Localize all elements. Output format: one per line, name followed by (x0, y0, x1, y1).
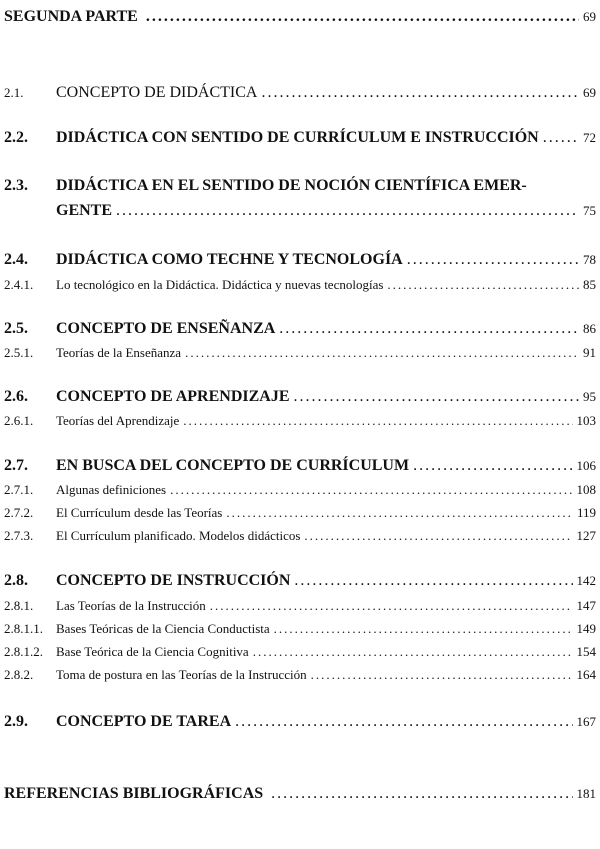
section-number: 2.2. (4, 129, 28, 146)
leader-dots (311, 667, 573, 683)
leader-dots (210, 598, 573, 614)
toc-references-heading (4, 785, 596, 803)
toc-part-heading (4, 8, 596, 26)
section-title: Algunas definiciones (56, 482, 167, 497)
section-title: Teorías de la Enseñanza (56, 345, 182, 360)
section-title: Las Teorías de la Instrucción (56, 598, 206, 613)
page-number: 69 (583, 9, 596, 24)
toc-entry-2-7 (4, 457, 596, 475)
section-number: 2.7.1. (4, 482, 34, 497)
page-number: 106 (576, 458, 596, 473)
section-title: CONCEPTO DE INSTRUCCIÓN (56, 572, 291, 589)
section-title: EN BUSCA DEL CONCEPTO DE CURRÍCULUM (56, 457, 410, 474)
section-number: 2.5.1. (4, 345, 34, 360)
leader-dots (274, 621, 573, 637)
leader-dots (261, 84, 579, 102)
section-number: 2.8.1.2. (4, 644, 43, 659)
section-title: CONCEPTO DE DIDÁCTICA (56, 84, 258, 101)
toc-entry-2-8 (4, 572, 596, 590)
toc-entry-2-8-1 (4, 598, 596, 614)
section-title: DIDÁCTICA COMO TECHNE Y TECNOLOGÍA (56, 251, 403, 268)
page-number: 75 (583, 203, 596, 218)
section-number: 2.4. (4, 251, 28, 268)
leader-dots (271, 785, 572, 803)
page-number: 149 (576, 621, 596, 636)
page-number: 147 (576, 598, 596, 613)
section-title: DIDÁCTICA CON SENTIDO DE CURRÍCULUM E INSTRUCCIÓN (56, 129, 539, 146)
section-number: 2.8.1. (4, 598, 34, 613)
page-number: 108 (576, 482, 596, 497)
section-number: 2.7.3. (4, 528, 34, 543)
section-title: CONCEPTO DE ENSEÑANZA (56, 320, 276, 337)
leader-dots (235, 713, 572, 731)
leader-dots (413, 457, 572, 475)
section-number: 2.8. (4, 572, 28, 589)
leader-dots (387, 277, 579, 293)
section-title: CONCEPTO DE TAREA (56, 713, 232, 730)
section-title: Lo tecnológico en la Didáctica. Didáctica y nuevas tecnologías (56, 277, 384, 292)
toc-entry-2-3-continuation (56, 202, 596, 220)
page-number: 181 (576, 786, 596, 801)
section-title: El Currículum desde las Teorías (56, 505, 223, 520)
section-number: 2.8.2. (4, 667, 34, 682)
page-number: 164 (576, 667, 596, 682)
leader-dots (279, 320, 579, 338)
page-number: 127 (576, 528, 596, 543)
section-title: Toma de postura en las Teorías de la Instrucción (56, 667, 307, 682)
leader-dots (294, 572, 572, 590)
leader-dots (183, 413, 572, 429)
leader-dots (185, 345, 579, 361)
leader-dots (304, 528, 572, 544)
section-title: Base Teórica de la Ciencia Cognitiva (56, 644, 249, 659)
toc-entry-2-6-1 (4, 413, 596, 429)
section-number: 2.9. (4, 713, 28, 730)
section-number: 2.5. (4, 320, 28, 337)
leader-dots (226, 505, 573, 521)
toc-entry-2-7-3 (4, 528, 596, 544)
section-title: Bases Teóricas de la Ciencia Conductista (56, 621, 270, 636)
toc-entry-2-4-1 (4, 277, 596, 293)
section-number: 2.7.2. (4, 505, 34, 520)
toc-entry-2-6 (4, 388, 596, 406)
section-number: 2.8.1.1. (4, 621, 43, 636)
section-number: 2.4.1. (4, 277, 34, 292)
section-number: 2.7. (4, 457, 28, 474)
section-number: 2.1. (4, 85, 24, 100)
leader-dots (253, 644, 573, 660)
page-number: 103 (576, 413, 596, 428)
leader-dots (116, 202, 579, 220)
section-number: 2.6.1. (4, 413, 34, 428)
toc-entry-2-8-2 (4, 667, 596, 683)
page-number: 86 (583, 321, 596, 336)
section-number: 2.6. (4, 388, 28, 405)
toc-entry-2-1 (4, 84, 596, 102)
toc-entry-2-5-1 (4, 345, 596, 361)
section-title-line-1: DIDÁCTICA EN EL SENTIDO DE NOCIÓN CIENTÍFICA EMER- (56, 177, 527, 194)
page-number: 119 (576, 505, 596, 520)
page-number: 72 (583, 130, 596, 145)
page-number: 78 (583, 252, 596, 267)
page-number: 91 (583, 345, 596, 360)
section-title: CONCEPTO DE APRENDIZAJE (56, 388, 290, 405)
toc-entry-2-2 (4, 129, 596, 147)
leader-dots (146, 8, 579, 26)
toc-entry-2-4 (4, 251, 596, 269)
page-number: 85 (583, 277, 596, 292)
section-title: El Currículum planificado. Modelos didácticos (56, 528, 301, 543)
toc-entry-2-8-1-2 (4, 644, 596, 660)
leader-dots (407, 251, 579, 269)
page-number: 69 (583, 85, 596, 100)
part-title: SEGUNDA PARTE (4, 8, 138, 25)
page-number: 167 (576, 714, 596, 729)
references-title: REFERENCIAS BIBLIOGRÁFICAS (4, 785, 264, 802)
section-title: Teorías del Aprendizaje (56, 413, 180, 428)
section-number: 2.3. (4, 177, 28, 194)
toc-entry-2-7-1 (4, 482, 596, 498)
toc-entry-2-8-1-1 (4, 621, 596, 637)
leader-dots (543, 129, 579, 147)
page-number: 154 (576, 644, 596, 659)
toc-entry-2-5 (4, 320, 596, 338)
toc-entry-2-9 (4, 713, 596, 731)
toc-entry-2-7-2 (4, 505, 596, 521)
leader-dots (294, 388, 579, 406)
toc-entry-2-3 (4, 177, 596, 195)
section-title-line-2: GENTE (56, 202, 113, 219)
leader-dots (170, 482, 572, 498)
page-number: 142 (576, 573, 596, 588)
page-number: 95 (583, 389, 596, 404)
